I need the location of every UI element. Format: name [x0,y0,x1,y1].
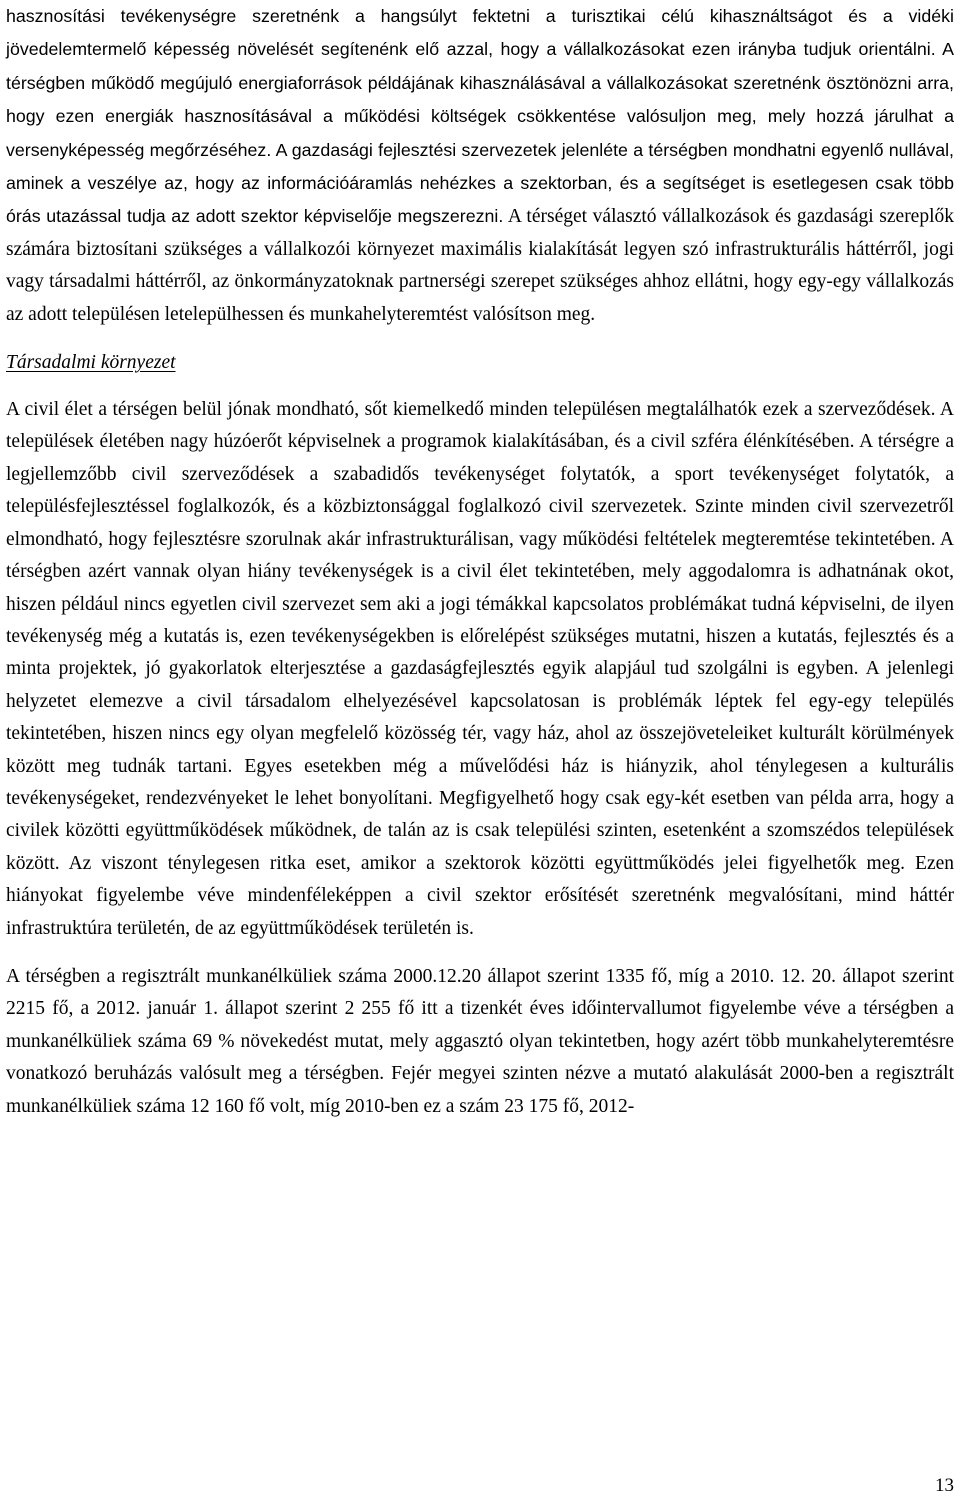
section-heading: Társadalmi környezet [6,352,176,374]
paragraph-economic-environment [6,0,954,331]
paragraph-text-sans: hasznosítási tevékenységre szeretnénk a hangsúlyt fektetni a turisztikai célú kihasználtságot és a vidéki jövedelemtermelő képesség növelését segítenénk elő azzal, hogy a vállalkozásokat ezen irányba tudjuk orientálni. A térségben működő megújuló energiaforrások példájának kihasználásával a vállalkozásokat szeretnénk ösztönözni arra, hogy ezen energiák hasznosításával a működési költségek csökkentése valósuljon meg, mely hozzá járulhat a versenyképesség megőrzéséhez. A gazdasági fejlesztési szervezetek jelenléte a térségben mondhatni egyenlő nullával, aminek a veszélye az, hogy az információáramlás nehézkes a szektorban, és a segítséget is esetlegesen csak több órás utazással tudja az adott szektor képviselője megszerezni. [6,6,954,227]
paragraph-unemployment: A térségben a regisztrált munkanélküliek száma 2000.12.20 állapot szerint 1335 fő, míg a 2010. 12. 20. állapot szerint 2215 fő, a 2012. január 1. állapot szerint 2 255 fő itt a tizenkét éves időintervallumot figyelembe véve a térségben a munkanélküliek száma 69 % növekedést mutat, mely aggasztó olyan tekintetben, hogy azért több munkahelyteremtésre vonatkozó beruházás valósult meg a térségben. Fejér megyei szinten nézve a mutató alakulását 2000-ben a regisztrált munkanélküliek száma 12 160 fő volt, míg 2010-ben ez a szám 23 175 fő, 2012- [6,965,954,1117]
paragraph-text-serif: A térséget választó vállalkozások és gazdasági szereplők számára biztosítani szükséges a vállalkozói környezet maximális kialakítását legyen szó infrastrukturális háttérről, jogi vagy társadalmi háttérről, az önkormányzatoknak partnerségi szerepet szükséges ahhoz ellátni, hogy egy-egy vállalkozás az adott településen letelepülhessen és munkahelyteremtést valósítson meg. [6,206,955,325]
paragraph-civil-society: A civil élet a térségen belül jónak mondható, sőt kiemelkedő minden településen megtalálhatók ezek a szerveződések. A települések életében nagy húzóerőt képviselnek a programok kialakításában, és a civil szféra élénkítésében. A térségre a legjellemzőbb civil szerveződések a szabadidős tevékenységet folytatók, a sport tevékenységet folytatók, a településfejlesztéssel foglalkozók, és a közbiztonsággal foglalkozó civil szervezetek. Szinte minden civil szervezetről elmondható, hogy fejlesztésre szorulnak akár infrastrukturálisan, vagy működési feltételek megteremtése tekintetében. A térségben azért vannak olyan hiány tevékenységek is a civil élet tekintetében, mely aggodalomra is adhatnának okot, hiszen például nincs egyetlen civil szervezet sem aki a jogi témákkal kapcsolatos problémákat tudná képviselni, de ilyen tevékenység még a kutatás is, ezen tevékenységekben is előrelépést szükséges mutatni, hiszen a kutatás, fejlesztés és a minta projektek, jó gyakorlatok elterjesztése a gazdaságfejlesztés egyik alapjául tud szolgálni is egyben. A jelenlegi helyzetet elemezve a civil társadalom elhelyezésével kapcsolatosan is problémák léptek fel egy-egy település tekintetében, hiszen nincs egy olyan megfelelő közösség tér, vagy ház, ahol az összejöveteleiket kulturált körülmények között meg tudnák tartani. Egyes esetekben még a művelődési ház is hiányzik, ahol ténylegesen a kulturális tevékenységeket, rendezvényeket le lehet bonyolítani. Megfigyelhető hogy csak egy-két esetben van példa arra, hogy a civilek közötti együttműködések működnek, de talán az is csak települési szinten, esetenként a szomszédos települések között. Az viszont ténylegesen ritka eset, amikor a szektorok közötti együttműködés jelei figyelhetők meg. Ezen hiányokat figyelembe véve mindenféleképpen a civil szektor erősítését szeretnénk megvalósítani, mind háttér infrastruktúra területén, de az együttműködések területén is. [6,399,954,939]
document-page [6,0,954,1123]
page-number: 13 [935,1475,954,1496]
